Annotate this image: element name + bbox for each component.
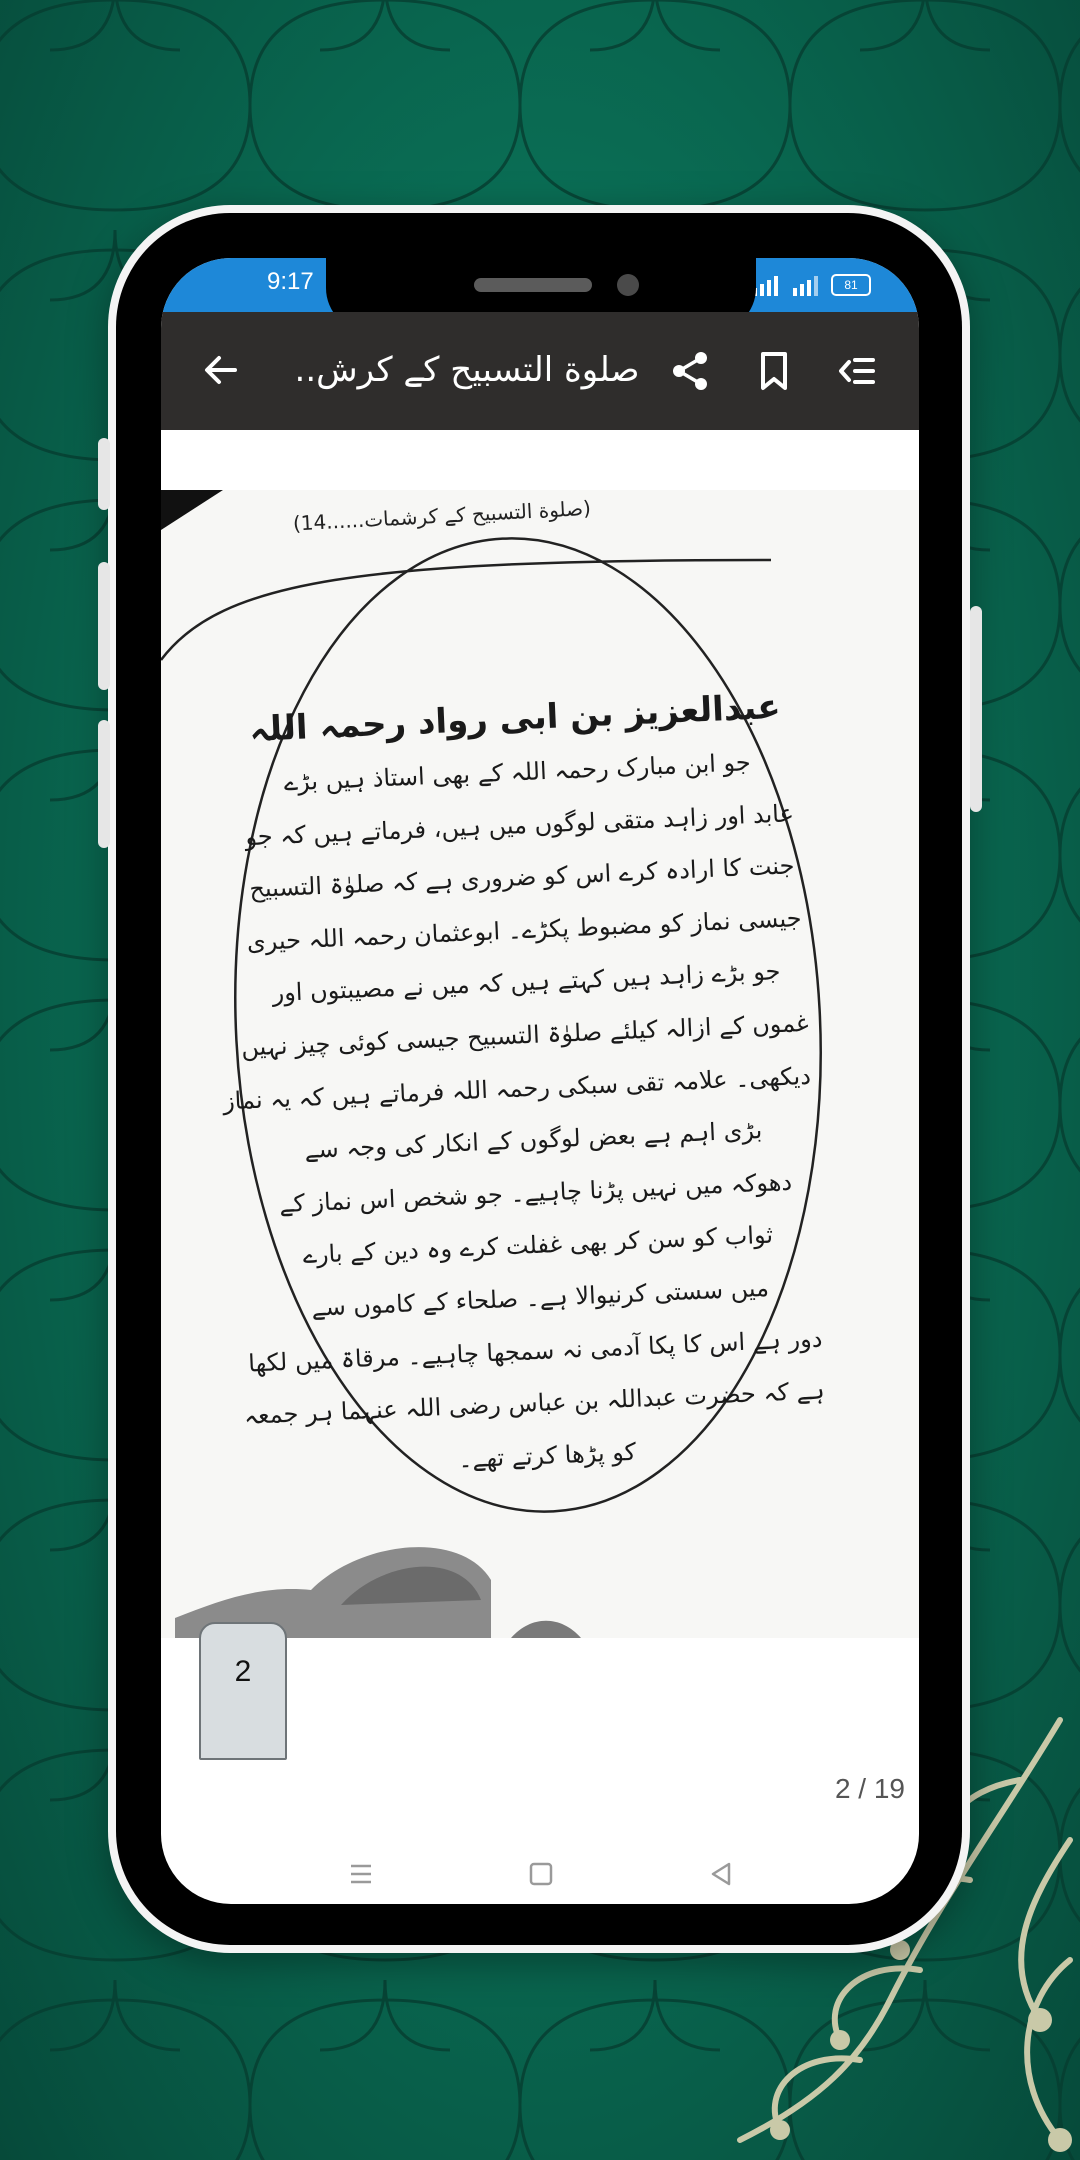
front-camera bbox=[617, 274, 639, 296]
text-line: دور ہے اس کا پکا آدمی نہ سمجھا چاہیے۔ مرقاۃ میں لکھا bbox=[247, 1324, 823, 1378]
section-heading: عبدالعزیز بن ابی رواد رحمہ اللہ bbox=[248, 686, 782, 750]
text-line: دھوکہ میں نہیں پڑنا چاہیے۔ جو شخص اس نماز کے bbox=[278, 1167, 793, 1218]
text-line: جو ابن مبارک رحمہ اللہ کے بھی استاذ ہیں بڑے bbox=[283, 748, 752, 797]
back-triangle-icon[interactable] bbox=[701, 1854, 741, 1894]
phone-side-button bbox=[98, 438, 110, 510]
document-viewer[interactable] bbox=[161, 430, 919, 1730]
bookmark-icon[interactable] bbox=[751, 348, 797, 394]
text-line: میں سستی کرنیوالا ہے۔ صلحاء کے کاموں سے bbox=[310, 1273, 770, 1322]
recent-apps-icon[interactable] bbox=[341, 1854, 381, 1894]
status-time: 9:17 bbox=[267, 268, 314, 295]
text-line: کو پڑھا کرتے تھے۔ bbox=[457, 1437, 637, 1474]
home-icon[interactable] bbox=[521, 1854, 561, 1894]
page-body-text bbox=[222, 678, 828, 1494]
phone-screen bbox=[161, 258, 919, 1904]
text-line: بڑی اہم ہے بعض لوگوں کے انکار کی وجہ سے bbox=[303, 1116, 763, 1165]
page-counter: 2 / 19 bbox=[834, 1773, 905, 1804]
text-line: ہے کہ حضرت عبداللہ بن عباس رضی اللہ عنہما ہر جمعہ bbox=[243, 1376, 826, 1430]
document-page bbox=[161, 490, 919, 1638]
speaker-grille bbox=[474, 278, 592, 292]
text-line: جیسی نماز کو مضبوط پکڑے۔ ابوعثمان رحمہ اللہ حیری bbox=[246, 903, 803, 957]
phone-side-button bbox=[98, 562, 110, 690]
text-line: دیکھی۔ علامہ تقی سبکی رحمہ اللہ فرماتے ہیں کہ یہ نماز bbox=[222, 1061, 812, 1115]
document-title: صلوة التسبیح کے کرش.. bbox=[294, 350, 640, 390]
text-line: جنت کا ارادہ کرے اس کو ضروری ہے کہ صلوٰۃ التسبیح bbox=[248, 851, 795, 904]
phone-side-button bbox=[98, 720, 110, 848]
system-nav-bar bbox=[161, 1854, 919, 1904]
app-bar bbox=[161, 312, 919, 430]
signal-icon bbox=[791, 274, 821, 296]
text-line: عابد اور زاہد متقی لوگوں میں ہیں، فرماتے ہیں کہ جو bbox=[244, 798, 795, 851]
text-line: جو بڑے زاہد ہیں کہتے ہیں کہ میں نے مصیبتوں اور bbox=[271, 957, 781, 1008]
share-icon[interactable] bbox=[667, 348, 713, 394]
phone-power-button bbox=[970, 606, 982, 812]
battery-icon: 81 bbox=[831, 274, 871, 296]
text-line: غموں کے ازالہ کیلئے صلوٰۃ التسبیح جیسی کوئی چیز نہیں bbox=[240, 1008, 810, 1062]
text-line: ثواب کو سن کر بھی غفلت کرے وہ دین کے بارے bbox=[302, 1220, 774, 1270]
arrow-left-icon[interactable] bbox=[199, 348, 243, 392]
page-number-tab[interactable]: 2 bbox=[199, 1622, 287, 1760]
page-header: (صلوة التسبیح کے کرشمات......14) bbox=[292, 495, 592, 536]
status-icons bbox=[751, 270, 871, 300]
table-of-contents-icon[interactable] bbox=[833, 348, 879, 394]
